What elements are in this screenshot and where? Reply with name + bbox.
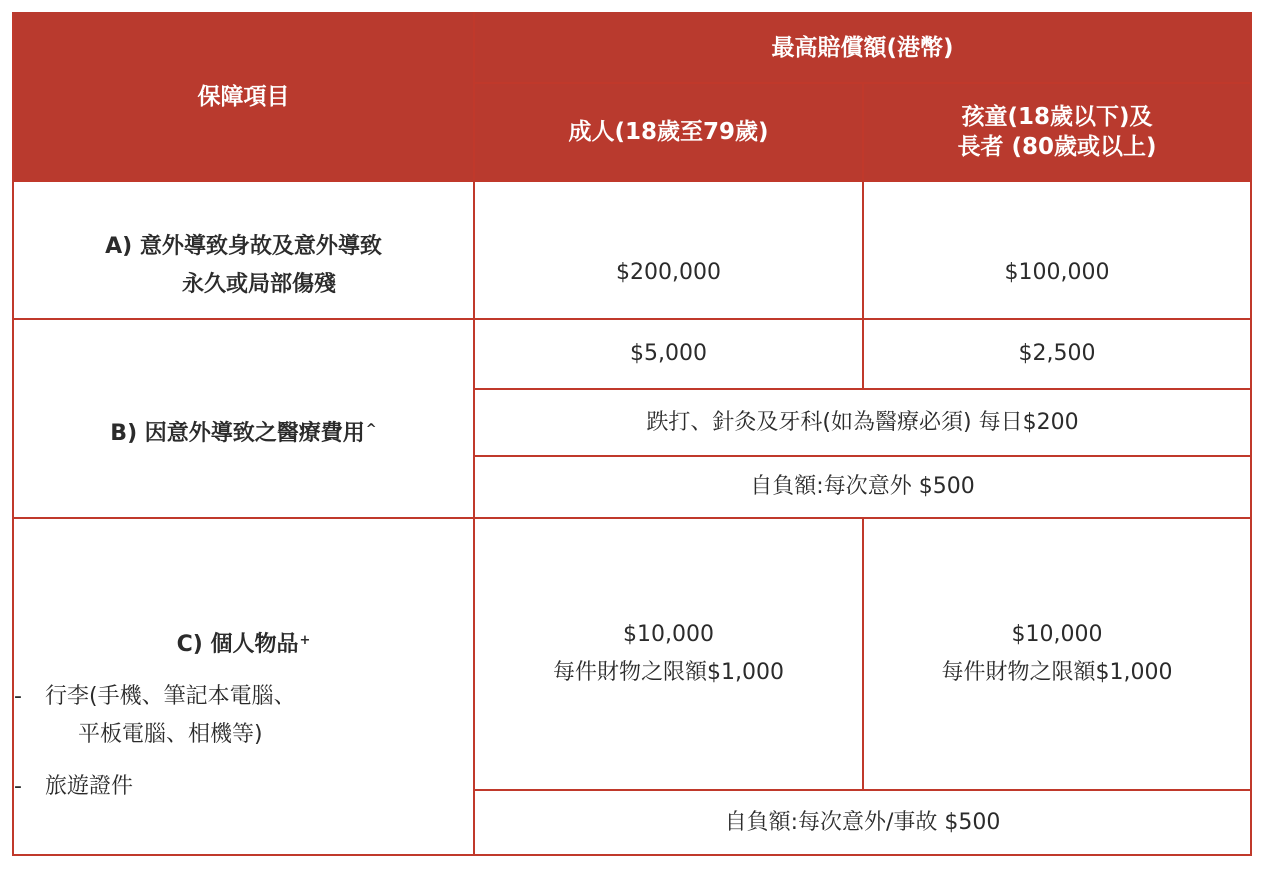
row-b-label <box>13 319 474 518</box>
row-c-label <box>13 518 474 855</box>
row-c-label-text: C) 個人物品 <box>176 631 299 657</box>
row-a-label-line2: 永久或局部傷殘 <box>181 271 336 297</box>
header-item-label: 保障項目 <box>197 84 290 110</box>
row-a-adult-amount: $200,000 <box>616 260 721 285</box>
header-max-compensation-label: 最高賠償額(港幣) <box>771 35 954 61</box>
row-c-adult-amount: $10,000 <box>623 622 714 647</box>
header-max-compensation <box>474 13 1251 83</box>
row-b-adult-value <box>474 319 863 389</box>
row-c-bullet1-dash: - <box>14 683 22 709</box>
row-b-label-text: B) 因意外導致之醫療費用 <box>110 421 365 446</box>
row-c-deductible-text: 自負額:每次意外/事故 $500 <box>724 809 1001 835</box>
row-c <box>13 518 1251 790</box>
row-c-child-limit: 每件財物之限額$1,000 <box>941 660 1173 685</box>
row-c-adult-limit: 每件財物之限額$1,000 <box>553 660 784 685</box>
row-c-adult-value <box>474 518 863 790</box>
header-adult-label: 成人(18歲至79歲) <box>568 119 769 145</box>
header-item-column <box>13 13 474 181</box>
row-a-child-value <box>863 181 1251 319</box>
row-c-deductible-cell <box>474 790 1251 855</box>
row-c-bullet-documents <box>14 768 473 806</box>
header-child-line2: 長者 (80歲或以上) <box>957 134 1157 160</box>
row-a-adult-value <box>474 181 863 319</box>
row-c-bullets <box>14 678 473 806</box>
header-child-senior <box>863 83 1251 181</box>
row-c-bullet2-dash: - <box>14 773 22 799</box>
row-b <box>13 319 1251 389</box>
row-c-bullet1-line2: 平板電腦、相機等) <box>78 721 263 747</box>
row-b-caret-mark: ^ <box>365 422 377 437</box>
row-c-bullet-luggage <box>14 678 473 754</box>
header-adult <box>474 83 863 181</box>
row-c-bullet1-line1: 行李(手機、筆記本電腦、 <box>45 683 296 709</box>
row-b-deductible-text: 自負額:每次意外 $500 <box>750 474 975 499</box>
row-b-daily-note-text: 跌打、針灸及牙科(如為醫療必須) 每日$200 <box>646 409 1079 435</box>
row-a <box>13 181 1251 319</box>
header-child-line1: 孩童(18歲以下)及 <box>961 104 1153 130</box>
row-a-label-line1: A) 意外導致身故及意外導致 <box>105 233 382 259</box>
row-b-child-value <box>863 319 1251 389</box>
row-a-child-amount: $100,000 <box>1004 260 1110 285</box>
coverage-table-container <box>12 12 1250 854</box>
row-b-adult-amount: $5,000 <box>630 341 707 366</box>
row-b-child-amount: $2,500 <box>1018 341 1096 366</box>
row-b-deductible-cell <box>474 456 1251 518</box>
row-b-daily-note <box>474 389 1251 456</box>
row-c-bullet2-text: 旅遊證件 <box>45 773 134 799</box>
row-c-child-value <box>863 518 1251 790</box>
row-c-child-amount: $10,000 <box>1011 622 1103 647</box>
row-c-plus-mark: + <box>299 632 311 648</box>
coverage-table <box>12 12 1252 856</box>
row-a-label <box>13 181 474 319</box>
